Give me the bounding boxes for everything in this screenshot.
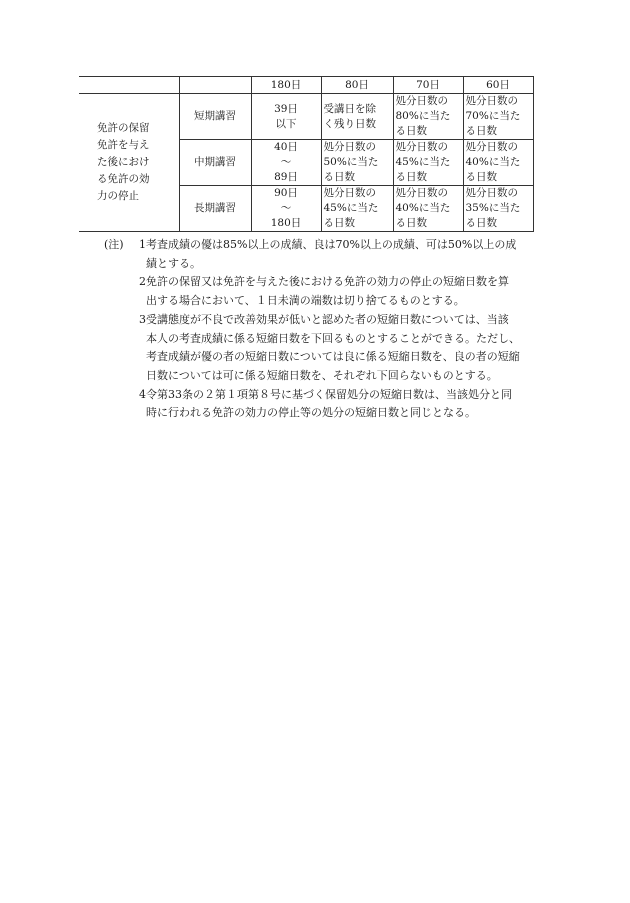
note-line: 受講態度が不良で改善効果が低いと認めた者の短縮日数については、当該 bbox=[146, 312, 509, 326]
reduction-days-table bbox=[79, 76, 534, 232]
reduction-cell bbox=[321, 186, 393, 232]
days-range-cell bbox=[251, 186, 321, 232]
days-range-line: ～ bbox=[280, 202, 292, 214]
note-number: 2 bbox=[139, 275, 146, 289]
reduction-line: る日数 bbox=[465, 125, 497, 137]
reduction-line: 35%に当た bbox=[465, 202, 521, 214]
reduction-line: 40%に当た bbox=[465, 156, 521, 168]
reduction-cell bbox=[463, 140, 533, 186]
reduction-line: る日数 bbox=[395, 171, 427, 183]
note-item bbox=[104, 236, 554, 273]
header-blank-cell bbox=[179, 77, 251, 94]
category-label-cell bbox=[79, 94, 179, 232]
reduction-cell bbox=[393, 94, 463, 140]
category-label-line: 免許を与え bbox=[97, 139, 150, 151]
note-line: 考査成績の優は85%以上の成績、良は70%以上の成績、可は50%以上の成 bbox=[146, 238, 517, 251]
reduction-line: 処分日数の bbox=[395, 141, 448, 153]
days-range-cell bbox=[251, 140, 321, 186]
reduction-line: 処分日数の bbox=[465, 187, 518, 199]
days-range-cell bbox=[251, 94, 321, 140]
note-number: 1 bbox=[139, 238, 146, 251]
reduction-cell bbox=[321, 140, 393, 186]
note-text bbox=[146, 311, 554, 386]
header-blank-cell bbox=[79, 77, 179, 94]
reduction-cell bbox=[393, 140, 463, 186]
notes-tag: (注) bbox=[104, 238, 124, 251]
note-item bbox=[104, 311, 554, 386]
reduction-cell bbox=[463, 186, 533, 232]
note-line: 日数については可に係る短縮日数を、それぞれ下回らないものとする。 bbox=[146, 368, 498, 382]
reduction-line: 処分日数の bbox=[465, 141, 518, 153]
reduction-line: 処分日数の bbox=[323, 187, 376, 199]
note-text bbox=[146, 236, 554, 273]
note-line: 本人の考査成績に係る短縮日数を下回るものとすることができる。ただし、 bbox=[146, 331, 520, 345]
reduction-line: る日数 bbox=[395, 125, 427, 137]
reduction-cell bbox=[393, 186, 463, 232]
reduction-line: る日数 bbox=[465, 217, 497, 229]
note-line: 出する場合において、１日未満の端数は切り捨てるものとする。 bbox=[146, 294, 465, 308]
category-label-line: た後におけ bbox=[97, 156, 150, 168]
reduction-line: 処分日数の bbox=[465, 95, 518, 107]
course-name-cell: 中期講習 bbox=[179, 140, 251, 186]
reduction-line: 40%に当た bbox=[395, 202, 451, 214]
note-line: 時に行われる免許の効力の停止等の処分の短縮日数と同じとなる。 bbox=[146, 406, 476, 420]
reduction-line: 処分日数の bbox=[323, 141, 376, 153]
reduction-line: く残り日数 bbox=[323, 117, 376, 130]
table-row bbox=[79, 94, 533, 140]
days-range-line: 以下 bbox=[275, 117, 297, 130]
days-range-line: 89日 bbox=[274, 171, 298, 183]
reduction-line: 処分日数の bbox=[395, 95, 448, 107]
days-range-line: 39日 bbox=[274, 102, 298, 115]
reduction-cell bbox=[463, 94, 533, 140]
notes-section bbox=[104, 236, 554, 423]
note-line: 考査成績が優の者の短縮日数については良に係る短縮日数を、良の者の短縮 bbox=[146, 350, 520, 364]
reduction-line: 受講日を除 bbox=[323, 102, 376, 115]
category-label-line: る免許の効 bbox=[97, 173, 150, 185]
reduction-line: 70%に当た bbox=[465, 110, 521, 122]
note-item bbox=[104, 273, 554, 310]
note-text bbox=[146, 386, 554, 423]
note-line: 績とする。 bbox=[146, 256, 201, 270]
reduction-line: 処分日数の bbox=[395, 187, 448, 199]
category-label-line: 免許の保留 bbox=[97, 122, 150, 134]
header-cell: 180日 bbox=[251, 77, 321, 94]
reduction-line: る日数 bbox=[323, 171, 355, 183]
note-line: 免許の保留又は免許を与えた後における免許の効力の停止の短縮日数を算 bbox=[146, 275, 509, 289]
reduction-line: る日数 bbox=[323, 217, 355, 229]
course-name-cell: 短期講習 bbox=[179, 94, 251, 140]
header-cell: 60日 bbox=[463, 77, 533, 94]
days-range-line: 90日 bbox=[274, 187, 298, 199]
table-header-row bbox=[79, 77, 533, 94]
reduction-line: 45%に当た bbox=[395, 156, 451, 168]
reduction-line: 50%に当た bbox=[323, 156, 379, 168]
note-text bbox=[146, 273, 554, 310]
note-number: 4 bbox=[139, 387, 146, 401]
reduction-line: る日数 bbox=[465, 171, 497, 183]
header-cell: 80日 bbox=[321, 77, 393, 94]
note-number: 3 bbox=[139, 312, 146, 326]
reduction-cell bbox=[321, 94, 393, 140]
days-range-line: ～ bbox=[280, 156, 292, 168]
reduction-line: る日数 bbox=[395, 217, 427, 229]
days-range-line: 40日 bbox=[274, 141, 298, 153]
note-line: 令第33条の２第１項第８号に基づく保留処分の短縮日数は、当該処分と同 bbox=[146, 387, 512, 401]
note-item bbox=[104, 386, 554, 423]
course-name-cell: 長期講習 bbox=[179, 186, 251, 232]
days-range-line: 180日 bbox=[270, 217, 302, 229]
category-label-line: 力の停止 bbox=[97, 190, 139, 202]
reduction-line: 80%に当た bbox=[395, 110, 451, 122]
reduction-line: 45%に当た bbox=[323, 202, 379, 214]
header-cell: 70日 bbox=[393, 77, 463, 94]
